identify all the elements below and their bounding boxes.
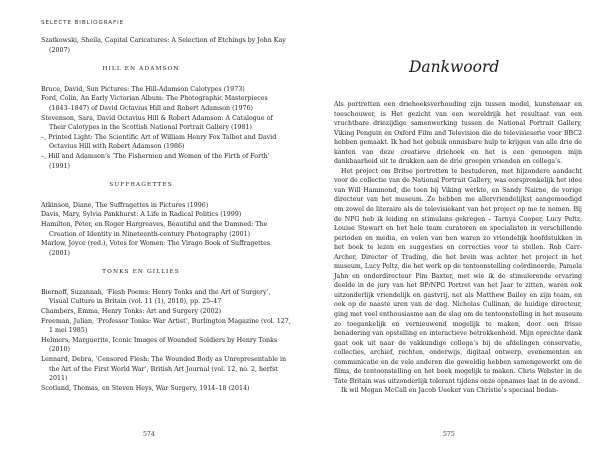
page-number-left: 574: [143, 431, 155, 438]
bibliography-entry: Bruce, David, Sun Pictures: The Hill-Adamson Calotypes (1973): [41, 85, 245, 93]
section-heading-hill-adamson: HILL EN ADAMSON: [102, 66, 180, 73]
bibliography-entry: –, Printed Light: The Scientific Art of William Henry Fox Talbot and David Octavius Hill with Robert Adamson (1986): [41, 133, 277, 151]
body-text: [334, 100, 582, 396]
bibliography-entry: Scotland, Thomas, en Steven Heys, War Surgery, 1914–18 (2014): [41, 384, 250, 392]
bibliography-entry: –, Hill and Adamson’s ‘The Fishermen and Women of the Firth of Forth’ (1991): [41, 152, 270, 170]
bibliography-entry: Atkinson, Diane, The Suffragettes in Pictures (1996): [41, 201, 209, 209]
bibliography-entry: Chambers, Emma, Henry Tonks: Art and Surgery (2002): [41, 308, 222, 316]
running-head: SELECTE BIBLIOGRAFIE: [41, 20, 125, 26]
bibliography-entry: Davis, Mary, Sylvia Pankhurst: A Life in Radical Politics (1999): [41, 211, 242, 219]
bibliography-entry: Szatkowski, Sheila, Capital Caricatures: A Selection of Etchings by John Kay (2007): [41, 37, 286, 54]
section-heading-suffragettes: SUFFRAGETTES: [109, 182, 173, 189]
bibliography-entry: Freeman, Julian, ‘Professor Tonks: War Artist’, Burlington Magazine (vol. 127, 1 mei 1985): [41, 317, 291, 335]
bibliography-entry: Stevenson, Sara, David Octavius Hill & Robert Adamson: A Catalogue of Their Calotypes in the Scottish National Portrait Gallery (1981): [41, 114, 273, 132]
section-heading-tonks-gillies: TONKS EN GILLIES: [102, 269, 180, 276]
bibliography-entry: Ford, Colin, An Early Victorian Album: The Photographic Masterpieces (1843–1847) of David Octavius Hill and Robert Adamson (1976): [41, 95, 268, 112]
chapter-title: Dankwoord: [409, 58, 500, 76]
bibliography-entry: Biernoff, Suzannah, ‘Flesh Poems: Henry Tonks and the Art of Surgery’, Visual Culture in Britain (vol. 11 (1), 2010), pp. 25–47: [41, 288, 271, 306]
page-number-right: 575: [443, 431, 455, 438]
bibliography-entry: Helmers, Marguerite, Iconic Images of Wounded Soldiers by Henry Tonks (2010): [41, 336, 278, 354]
paragraph: Ik wil Megan McCall en Jacob Ueeker van Christie’s speciaal bedan-: [341, 387, 559, 395]
bibliography: [41, 36, 291, 393]
right-page: [300, 0, 600, 460]
bibliography-entry: Hamilton, Peter, en Roger Hargreaves, Beautiful and the Damned: The Creation of Identity in Nineteenth-century Photography (2001): [41, 220, 268, 238]
bibliography-entry: Lennard, Debra, ‘Censored Flesh: The Wounded Body as Unrepresentable in the Art of the First World War’, British Art Journal (vol. 12, no. 2, herfst 2011): [41, 356, 287, 383]
paragraph: Het project om Britse portretten te bestuderen, met bijzondere aandacht voor de collectie van de National Portrait Gallery, was oorspronkelijk het idee van Will Hammond, die toen bij Viking werkte, en Sandy Nairne, de vorige directeur van het museum. Ze hebben me allervriendelijkst aangemoedigd om zowel de literaire als de televisiekant van het project op me te nemen. Bij de NPG heb ik leiding en stimulans gekregen – Tarnya Cooper, Lucy Peltz, Louise Stewart en het hele team curatoren en specialisten in verschillende perioden en media, en velen van hen waren zo vriendelijk hoofdstukken in het boek te lezen en suggesties en correcties voor te stellen. Rob Carr-Archer, Director of Trading, die het brein was achter het project in het museum, Lucy Peltz, die het werk op de tentoonstelling coördineerde, Pamela Jahn en onderdirecteur Pim Baxter, met wie ik de stimulerende ervaring deelde in de jury van het BP/NPG Portret van het Jaar te zitten, waren ook uitzonderlijk vriendelijk en gastvrij, net als Matthew Bailey en zijn team, en ook op de naaste uren van de dag. Nicholas Cullinan, de huidige directeur, ging met veel enthousiasme aan de slag om de tentoonstelling in het museum zo toegankelijk en vernieuwend mogelijk te maken, door een frisse benadering van opstelling en interactieve betrokkenheid. Mijn oprechte dank gaat ook uit naar de vakkundige collega’s bij de afdelingen conservatie, collecties, archief, rechten, onderwijs, digitaal ontwerp, evenementen en communicatie en de vele anderen die geweldig hebben samengewerkt om de films, de tentoonstelling en het boek mogelijk te maken. Chris Webster in de Tate Britain was uitzonderlijk tolerant tijdens onze opnames laat in de avond.: [334, 167, 582, 385]
bibliography-entry: Marlow, Joyce (red.), Votes for Women: The Virago Book of Suffragettes (2001): [41, 240, 271, 257]
paragraph: Als portretten een driehoeksverhouding zijn tussen model, kunstenaar en toeschouwer, is Het gezicht van een wereldrijk het resultaat van een vruchtbare driezijdige samenwerking tussen de National Portrait Gallery, Viking Penguin en Oxford Film and Television die de televisieserie voor BBC2 hebben gemaakt. Ik had het gebuik onmisbare hulp te krijgen van alle drie de kanten van deze creatieve driehoek en het is een genoegen mijn dankbaarheid uit te drukken aan de drie groepen vrienden en collega’s.: [334, 101, 582, 166]
